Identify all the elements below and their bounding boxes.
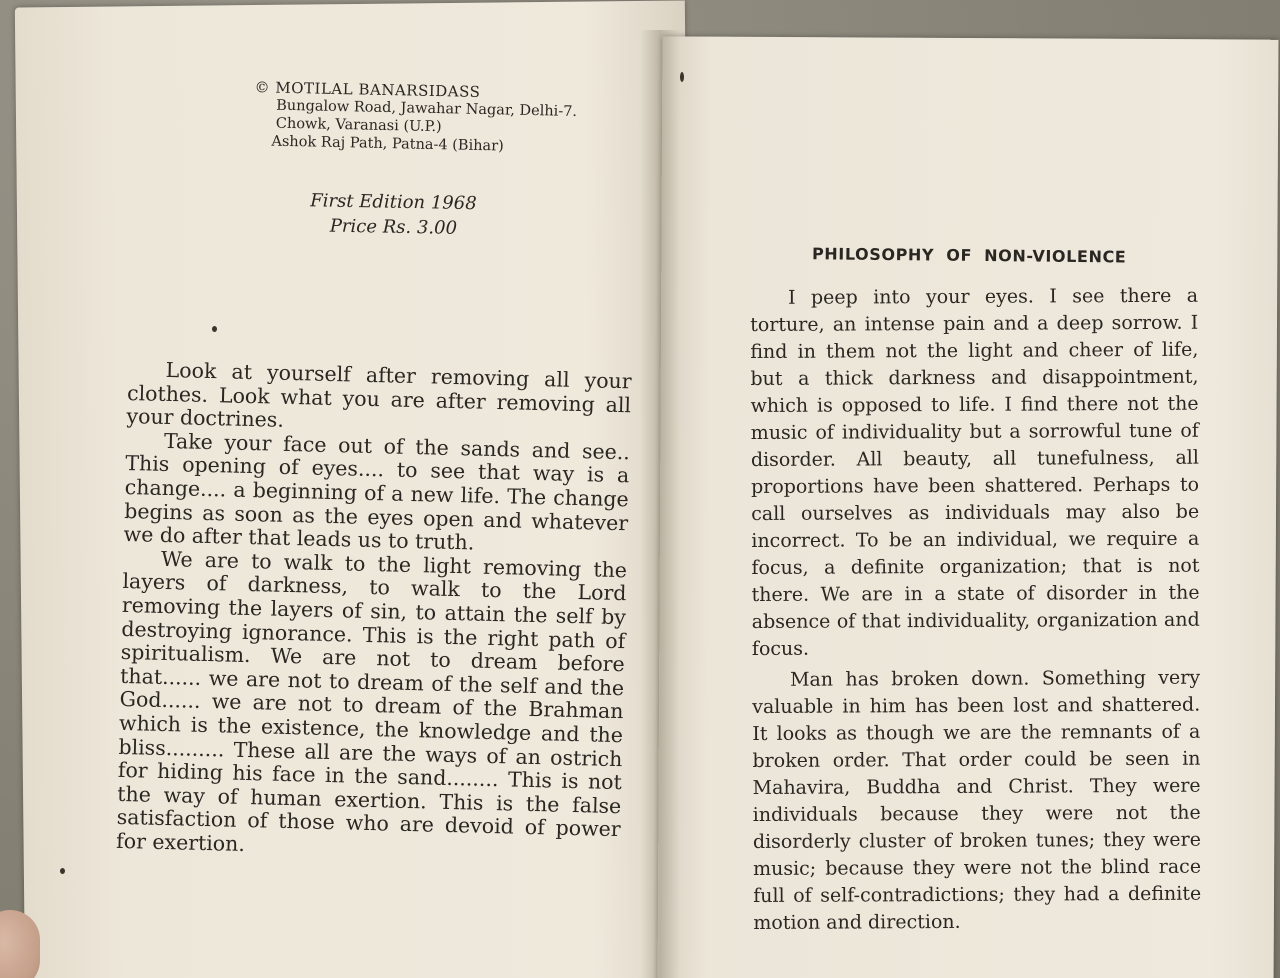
publisher-address-line: Chowk, Varanasi (U.P.) (275, 115, 442, 136)
paragraph: Man has broken down. Something very valuable in him has been lost and shattered. It looks as though we are the remnants of a broken order. That order could be seen in Mahavira, Buddha and Christ. They were individuals because they were not the disorderly cluster of broken tunes; they were music; because they were not the blind race full of self-contradictions; they had a definite motion and direction. (752, 666, 1202, 934)
left-page-body (116, 358, 632, 866)
book-gutter (640, 30, 680, 978)
publisher-block (253, 78, 614, 158)
paragraph: I peep into your eyes. I see there a torture, an intense pain and a deep sorrow. I find in them not the light and cheer of life, but a thick darkness and disappointment, which is opposed to life. I find there not the music of individuality but a sorrowful tune of disorder. All beauty, all tunefulness, all proportions have been shattered. Perhaps to call ourselves as individuals may also be incorrect. To be an individual, we require a focus, a definite organization; that is not there. We are in a state of disorder in the absence of that individuality, organization and focus. (750, 284, 1200, 660)
ink-speck (212, 326, 217, 332)
edition-block (310, 188, 511, 241)
paragraph: We are to walk to the light removing the layers of darkness, to walk to the Lord removing the layers of sin, to attain the self by destroying ignorance. This is the right path of spiritualism. We are not to dream before that...... we are not to dream of the self and the God...... we are not to dream of the Brahman which is the existence, the knowledge and the bliss......... These all are the ways of an ostrich for hiding his face in the sand........ This is not the way of human exertion. This is the false satisfaction of those who are devoid of power for exertion. (115, 546, 628, 856)
paragraph: Look at yourself after removing all your clothes. Look what you are after removing all your doctrines. (126, 357, 632, 433)
ink-speck (680, 72, 684, 82)
edition-text: First Edition 1968 (310, 190, 477, 215)
publisher-name: © MOTILAL BANARSIDASS (254, 78, 481, 101)
publisher-address-line: Bungalow Road, Jawahar Nagar, Delhi-7. (276, 97, 578, 120)
publisher-address-line: Ashok Raj Path, Patna-4 (Bihar) (271, 133, 504, 155)
chapter-title: PHILOSOPHY OF NON-VIOLENCE (811, 244, 1127, 267)
right-page-body (750, 283, 1201, 937)
paragraph: Take your face out of the sands and see.. This opening of eyes.... to see that way is a change.... a beginning of a new life. The change begins as soon as the eyes open and whatever we do after that leads us to truth. (123, 428, 631, 555)
ink-speck (60, 868, 65, 874)
price-text: Price Rs. 3.00 (329, 215, 458, 239)
